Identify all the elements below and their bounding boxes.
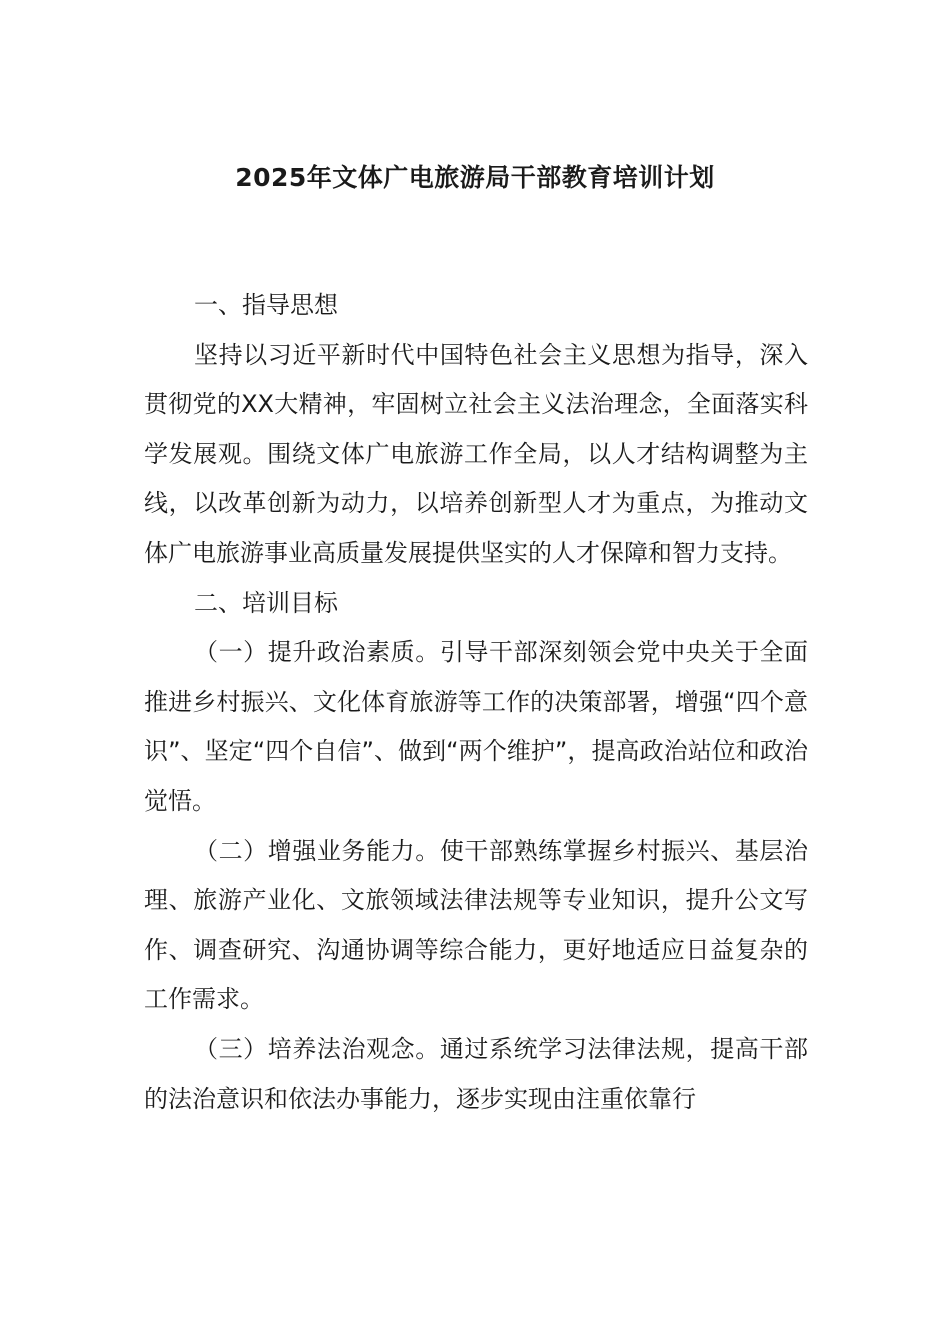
document-body [144,281,808,1124]
section-heading-training-goals: 二、培训目标 [194,588,338,617]
paragraph-business-ability: （二）增强业务能力。使干部熟练掌握乡村振兴、基层治理、旅游产业化、文旅领域法律法规等专业知识，提升公文写作、调查研究、沟通协调等综合能力，更好地适应日益复杂的工作需求。 [144,836,808,1014]
section-heading-guiding-ideology: 一、指导思想 [194,291,338,319]
paragraph-political-quality: （一）提升政治素质。引导干部深刻领会党中央关于全面推进乡村振兴、文化体育旅游等工作的决策部署，增强“四个意识”、坚定“四个自信”、做到“两个维护”，提高政治站位和政治觉悟。 [144,638,808,815]
document-title: 2025年文体广电旅游局干部教育培训计划 [235,163,715,192]
paragraph-guiding-ideology: 坚持以习近平新时代中国特色社会主义思想为指导，深入贯彻党的XX大精神，牢固树立社会主义法治理念，全面落实科学发展观。围绕文体广电旅游工作全局，以人才结构调整为主线，以改革创新为动力，以培养创新型人才为重点，为推动文体广电旅游事业高质量发展提供坚实的人才保障和智力支持。 [144,340,808,567]
paragraph-rule-of-law: （三）培养法治观念。通过系统学习法律法规，提高干部的法治意识和依法办事能力，逐步实现由注重依靠行 [144,1034,808,1113]
